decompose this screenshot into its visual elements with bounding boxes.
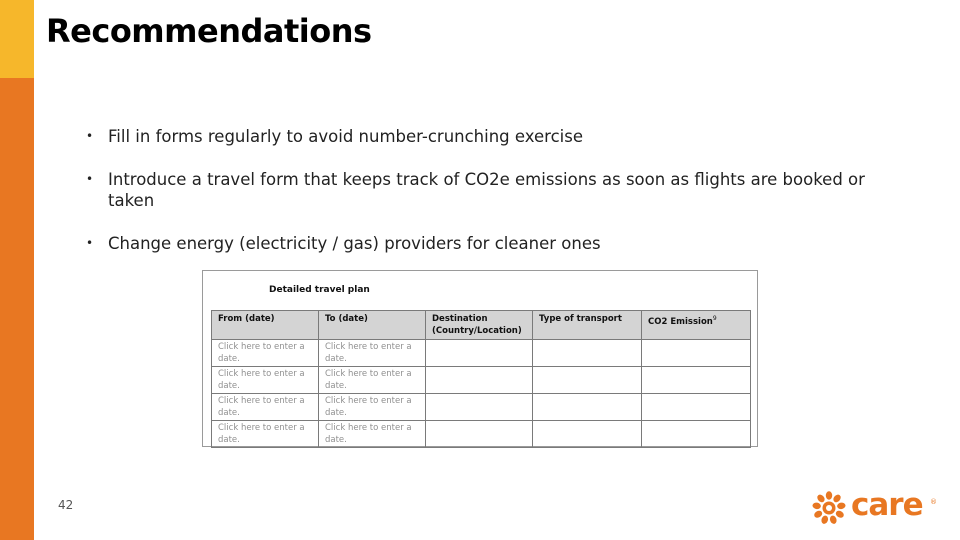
bullet-text: Change energy (electricity / gas) providers for cleaner ones — [108, 234, 601, 253]
co2-field[interactable] — [642, 421, 751, 448]
from-date-field[interactable]: Click here to enter a date. — [212, 367, 319, 394]
from-date-field[interactable]: Click here to enter a date. — [212, 421, 319, 448]
side-accent-bar — [0, 0, 34, 540]
care-wordmark: care — [851, 487, 923, 523]
travel-plan-table — [211, 310, 751, 448]
co2-field[interactable] — [642, 367, 751, 394]
destination-field[interactable] — [426, 340, 533, 367]
transport-field[interactable] — [533, 394, 642, 421]
bullet-icon: • — [86, 236, 94, 250]
column-header: From (date) — [212, 311, 319, 340]
table-row — [212, 421, 751, 448]
slide-title: Recommendations — [46, 12, 372, 50]
to-date-field[interactable]: Click here to enter a date. — [319, 421, 426, 448]
bullet-item — [86, 233, 886, 254]
table-row — [212, 367, 751, 394]
care-hands-circle-icon — [812, 491, 846, 525]
bullet-text: Fill in forms regularly to avoid number-crunching exercise — [108, 127, 583, 146]
bullet-icon: • — [86, 172, 94, 186]
transport-field[interactable] — [533, 340, 642, 367]
from-date-field[interactable]: Click here to enter a date. — [212, 340, 319, 367]
care-logo — [812, 487, 938, 525]
column-header: Destination (Country/Location) — [426, 311, 533, 340]
registered-mark: ® — [930, 498, 937, 506]
bullet-icon: • — [86, 129, 94, 143]
travel-form-heading: Detailed travel plan — [269, 285, 370, 295]
footnote-marker: 9 — [712, 315, 717, 322]
travel-form-image — [202, 270, 758, 447]
transport-field[interactable] — [533, 367, 642, 394]
table-header-row — [212, 311, 751, 340]
bullet-list — [86, 126, 886, 276]
side-accent-bar-top — [0, 0, 34, 78]
to-date-field[interactable]: Click here to enter a date. — [319, 340, 426, 367]
column-header: To (date) — [319, 311, 426, 340]
column-header-co2 — [642, 311, 751, 340]
column-header: Type of transport — [533, 311, 642, 340]
page-number: 42 — [58, 498, 74, 512]
bullet-item — [86, 169, 886, 211]
to-date-field[interactable]: Click here to enter a date. — [319, 367, 426, 394]
from-date-field[interactable]: Click here to enter a date. — [212, 394, 319, 421]
destination-field[interactable] — [426, 394, 533, 421]
destination-field[interactable] — [426, 367, 533, 394]
bullet-text: Introduce a travel form that keeps track of CO2e emissions as soon as flights are booked or taken — [108, 170, 865, 210]
co2-field[interactable] — [642, 394, 751, 421]
table-row — [212, 340, 751, 367]
table-row — [212, 394, 751, 421]
column-header-label: CO2 Emission — [648, 316, 713, 327]
bullet-item — [86, 126, 886, 147]
transport-field[interactable] — [533, 421, 642, 448]
co2-field[interactable] — [642, 340, 751, 367]
destination-field[interactable] — [426, 421, 533, 448]
to-date-field[interactable]: Click here to enter a date. — [319, 394, 426, 421]
